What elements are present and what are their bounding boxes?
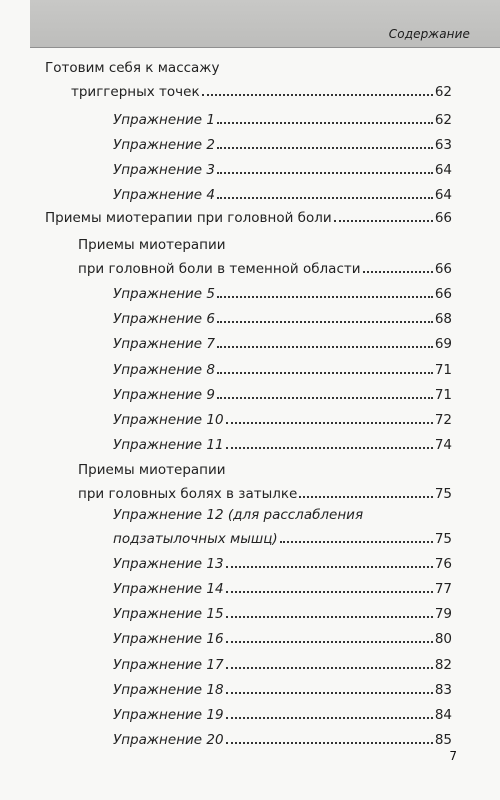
toc-entry [113,429,452,453]
page-number: 64 [434,162,452,178]
page-number: 69 [434,336,452,352]
toc-entry [113,379,452,403]
dot-leader [217,147,433,149]
entry-label: Упражнение 16 [113,631,224,647]
toc-entry [113,154,452,178]
page-number: 76 [434,556,452,572]
dot-leader [280,541,433,543]
dot-leader [202,94,433,96]
entry-label: Упражнение 17 [113,657,224,673]
page-number: 72 [434,412,452,428]
page-number: 66 [434,210,452,226]
entry-label: Упражнение 8 [113,362,215,378]
entry-label: Упражнение 18 [113,682,224,698]
dot-leader [226,717,433,719]
toc-entry [113,699,452,723]
toc-entry [113,674,452,698]
dot-leader [226,422,433,424]
dot-leader [217,122,433,124]
dot-leader [226,641,433,643]
entry-label: Упражнение 19 [113,707,224,723]
toc-entry [71,76,452,100]
entry-label: Упражнение 7 [113,336,215,352]
dot-leader [217,197,433,199]
dot-leader [217,397,433,399]
entry-label: Упражнение 6 [113,311,215,327]
dot-leader [226,742,433,744]
dot-leader [226,566,433,568]
footer-page-number: 7 [449,749,457,763]
dot-leader [217,296,433,298]
toc-entry [113,179,452,203]
toc-entry [45,202,452,226]
page-number: 84 [434,707,452,723]
page-number: 68 [434,311,452,327]
dot-leader [226,667,433,669]
dot-leader [299,496,432,498]
dot-leader [217,346,433,348]
entry-label: Упражнение 10 [113,412,224,428]
page-number: 62 [434,84,452,100]
dot-leader [226,692,433,694]
entry-label: Упражнение 1 [113,112,215,128]
section-title-line-1: Готовим себя к массажу [45,60,220,76]
page-number: 80 [434,631,452,647]
page-number: 71 [434,362,452,378]
entry-label: Упражнение 13 [113,556,224,572]
page-number: 62 [434,112,452,128]
entry-label: Упражнение 11 [113,437,224,453]
entry-label: Приемы миотерапии при головной боли [45,210,332,226]
dot-leader [226,616,433,618]
page-number: 75 [434,531,452,547]
dot-leader [217,172,433,174]
entry-label: Упражнение 15 [113,606,224,622]
toc-entry [113,724,452,748]
toc-entry [113,129,452,153]
page-number: 63 [434,137,452,153]
page-number: 77 [434,581,452,597]
toc-entry [113,649,452,673]
dot-leader [217,372,433,374]
toc-entry [113,104,452,128]
page-number: 79 [434,606,452,622]
page-number: 85 [434,732,452,748]
entry-label: Упражнение 20 [113,732,224,748]
toc-entry [113,278,452,302]
dot-leader [226,591,433,593]
entry-label: подзатылочных мышц) [113,531,278,547]
toc-entry [113,328,452,352]
toc-entry [113,303,452,327]
entry-label: Упражнение 4 [113,187,215,203]
entry-label: при головных болях в затылке [78,486,298,502]
page-number: 74 [434,437,452,453]
toc-entry [113,523,452,547]
subsection-title-line-1: Приемы миотерапии [78,237,226,253]
toc-entry [113,573,452,597]
entry-label: Упражнение 3 [113,162,215,178]
entry-label: Упражнение 14 [113,581,224,597]
page-number: 83 [434,682,452,698]
page-number: 64 [434,187,452,203]
toc-entry [113,354,452,378]
entry-label: триггерных точек [71,84,200,100]
entry-label: Упражнение 2 [113,137,215,153]
toc-entry [113,404,452,428]
entry-label-line-1: Упражнение 12 (для расслабления [113,507,364,523]
subsection-title-line-1: Приемы миотерапии [78,462,226,478]
entry-label: Упражнение 9 [113,387,215,403]
toc-entry [78,478,452,502]
page-number: 82 [434,657,452,673]
dot-leader [363,271,433,273]
header-title: Содержание [388,27,470,41]
dot-leader [217,321,433,323]
toc-entry [113,598,452,622]
page-number: 66 [434,286,452,302]
entry-label: Упражнение 5 [113,286,215,302]
page-number: 71 [434,387,452,403]
dot-leader [226,447,433,449]
toc-entry [113,623,452,647]
page-number: 75 [434,486,452,502]
page-number: 66 [434,261,452,277]
dot-leader [334,220,433,222]
entry-label: при головной боли в теменной области [78,261,361,277]
toc-entry [78,253,452,277]
toc-entry [113,548,452,572]
